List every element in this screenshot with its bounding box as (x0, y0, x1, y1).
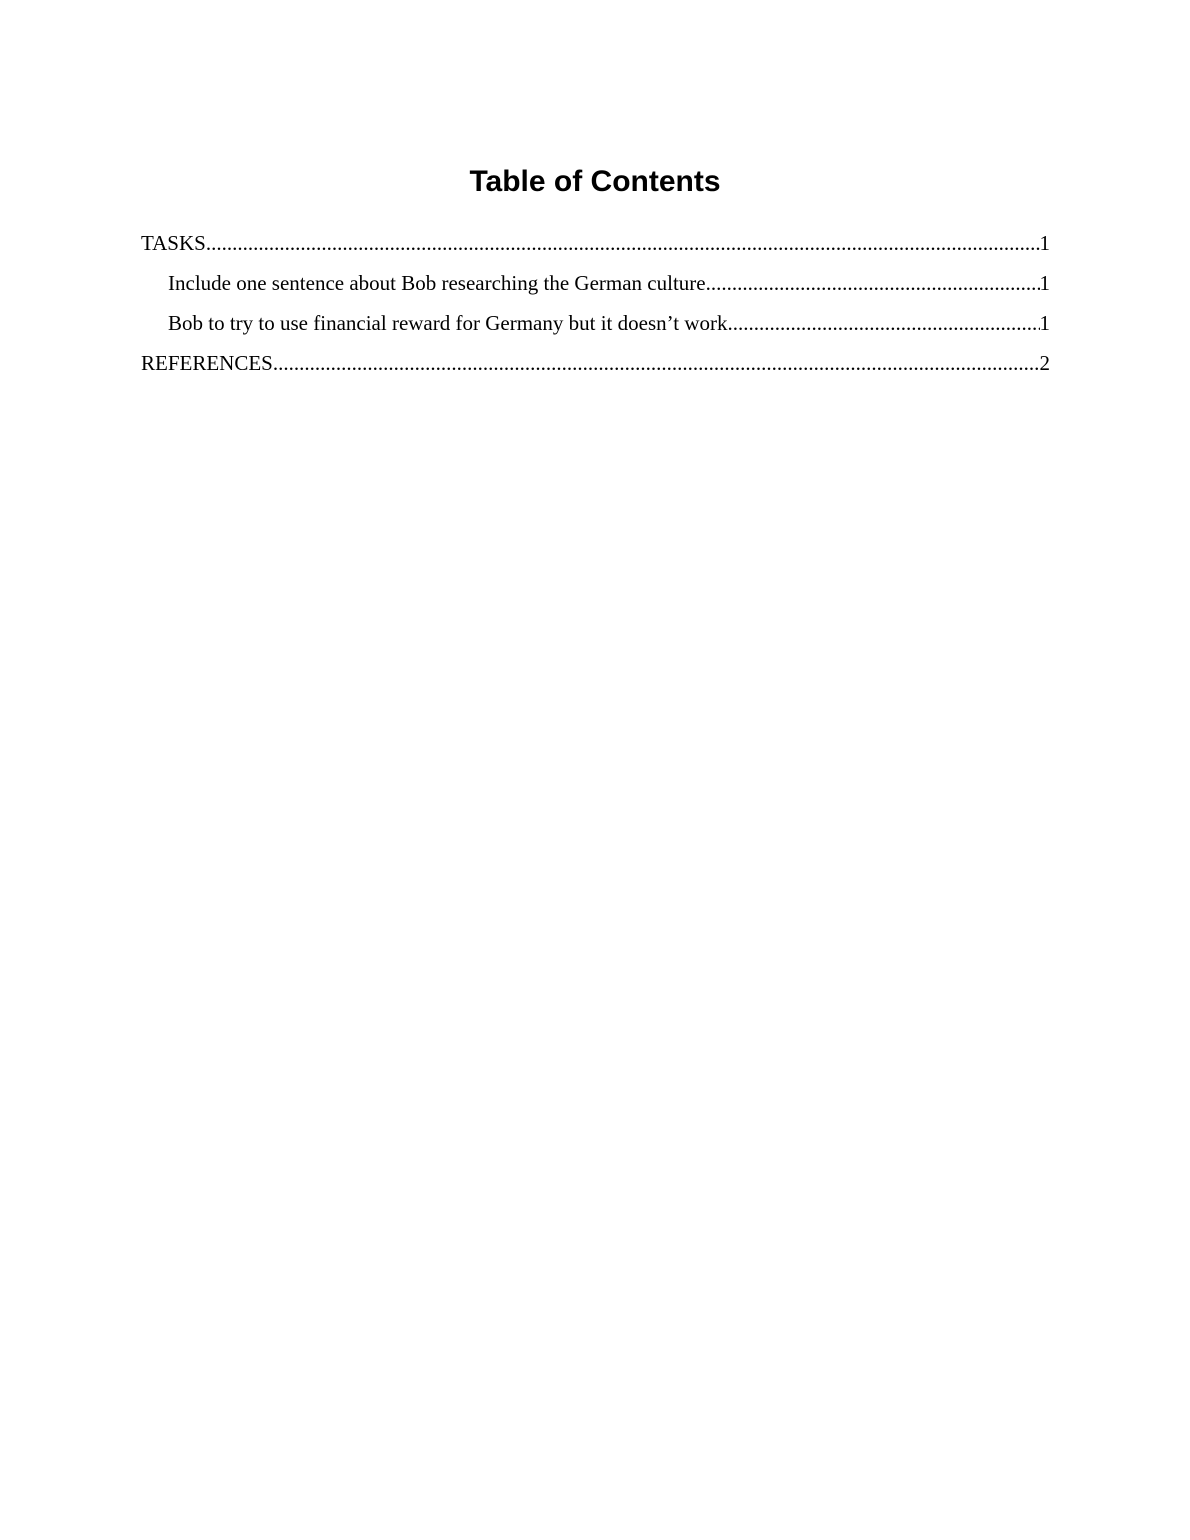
toc-entry-german-culture[interactable] (141, 266, 1050, 306)
toc-page-number: 1 (1039, 231, 1050, 255)
toc-dot-leader (727, 306, 1039, 340)
toc-entry-text: REFERENCES (141, 351, 273, 375)
toc-list (141, 226, 1050, 386)
toc-entry-financial-reward[interactable] (141, 306, 1050, 346)
toc-dot-leader (273, 346, 1040, 380)
toc-page-number: 2 (1039, 351, 1050, 375)
toc-entry-tasks[interactable] (141, 226, 1050, 266)
toc-heading: Table of Contents (469, 165, 721, 198)
toc-entry-text: TASKS (141, 231, 206, 255)
toc-dot-leader (706, 266, 1040, 300)
toc-page-number: 1 (1039, 271, 1050, 295)
toc-entry-references[interactable] (141, 346, 1050, 386)
toc-dot-leader (206, 226, 1040, 260)
toc-entry-text: Include one sentence about Bob researching the German culture (168, 271, 706, 295)
toc-page-number: 1 (1039, 311, 1050, 335)
toc-entry-text: Bob to try to use financial reward for Germany but it doesn’t work (168, 311, 728, 335)
